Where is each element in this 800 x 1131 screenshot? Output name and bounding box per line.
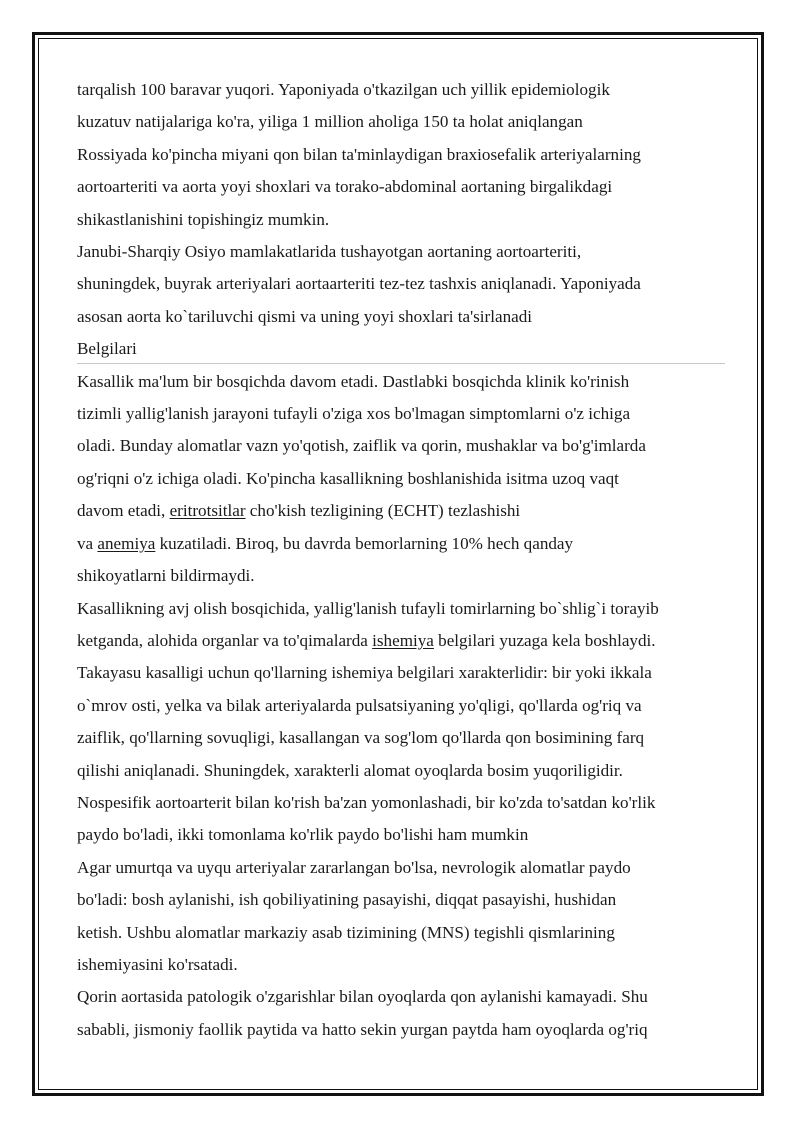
text-segment: ketganda, alohida organlar va to'qimalarda [77,630,373,650]
text-line [77,819,729,851]
underlined-link[interactable]: eritrotsitlar [169,501,246,521]
text-segment: Janubi-Sharqiy Osiyo mamlakatlarida tushayotgan aortaning aortoarteriti, [77,242,582,262]
text-line [77,755,729,787]
text-line [77,852,729,884]
text-segment: asosan aorta ko`tariluvchi qismi va uning yoyi shoxlari ta'sirlanadi [77,306,533,326]
text-line [77,463,729,495]
text-line [77,917,729,949]
text-segment: Nospesifik aortoarterit bilan ko'rish ba'zan yomonlashadi, bir ko'zda to'satdan ko'rlik [77,792,656,812]
text-line [77,657,729,689]
text-segment: belgilari yuzaga kela boshlaydi. [433,630,656,650]
text-line [77,171,729,203]
text-line [77,949,729,981]
text-segment: Kasallik ma'lum bir bosqichda davom etadi. Dastlabki bosqichda klinik ko'rinish [77,371,630,391]
text-segment: qilishi aniqlanadi. Shuningdek, xarakterli alomat oyoqlarda bosim yuqoriligidir. [77,760,623,780]
text-line [77,204,729,236]
text-segment: bo'ladi: bosh aylanishi, ish qobiliyatining pasayishi, diqqat pasayishi, hushidan [77,890,617,910]
text-line [77,236,729,268]
text-segment: kuzatuv natijalariga ko'ra, yiliga 1 million aholiga 150 ta holat aniqlangan [77,112,583,132]
text-segment: tizimli yallig'lanish jarayoni tufayli o'ziga xos bo'lmagan simptomlarni o'z ichiga [77,404,631,424]
heading-divider [77,363,725,364]
text-segment: o`mrov osti, yelka va bilak arteriyalarda pulsatsiyaning yo'qligi, qo'llarda og'riq va [77,695,642,715]
text-line [77,301,729,333]
text-line [77,625,729,657]
text-segment: shuningdek, buyrak arteriyalari aortaarteriti tez-tez tashxis aniqlanadi. Yaponiyada [77,274,641,294]
text-segment: zaiflik, qo'llarning sovuqligi, kasallangan va sog'lom qo'llarda qon bosimining farq [77,728,645,748]
text-line [77,139,729,171]
text-segment: Agar umurtqa va uyqu arteriyalar zararlangan bo'lsa, nevrologik alomatlar paydo [77,857,631,877]
text-segment: Qorin aortasida patologik o'zgarishlar bilan oyoqlarda qon aylanishi kamayadi. Shu [77,987,648,1007]
text-segment: Rossiyada ko'pincha miyani qon bilan ta'minlaydigan braxiosefalik arteriyalarning [77,144,641,164]
text-line [77,593,729,625]
text-line [77,268,729,300]
text-segment: sababli, jismoniy faollik paytida va hatto sekin yurgan paytda ham oyoqlarda og'riq [77,1019,648,1039]
text-line [77,366,729,398]
text-segment: aortoarteriti va aorta yoyi shoxlari va torako-abdominal aortaning birgalikdagi [77,177,613,197]
text-line [77,884,729,916]
text-segment: davom etadi, [77,501,170,521]
text-segment: ishemiyasini ko'rsatadi. [77,954,238,974]
text-line [77,430,729,462]
text-segment: kuzatiladi. Biroq, bu davrda bemorlarning 10% hech qanday [155,533,574,553]
text-segment: oladi. Bunday alomatlar vazn yo'qotish, zaiflik va qorin, mushaklar va bo'g'imlarda [77,436,646,456]
text-segment: tarqalish 100 baravar yuqori. Yaponiyada o'tkazilgan uch yillik epidemiologik [77,80,610,99]
text-line [77,787,729,819]
text-line [77,398,729,430]
text-line [77,722,729,754]
text-segment: og'riqni o'z ichiga oladi. Ko'pincha kasallikning boshlanishida isitma uzoq vaqt [77,468,619,488]
text-line [77,690,729,722]
underlined-link[interactable]: anemiya [97,533,156,553]
text-line [77,560,729,592]
document-body [77,74,729,1046]
section-heading [77,333,729,365]
text-line [77,106,729,138]
text-segment: ketish. Ushbu alomatlar markaziy asab tizimining (MNS) tegishli qismlarining [77,922,615,942]
text-segment: cho'kish tezligining (ECHT) tezlashishi [245,501,521,521]
text-line [77,1014,729,1046]
text-segment: Kasallikning avj olish bosqichida, yallig'lanish tufayli tomirlarning bo`shlig`i torayib [77,598,659,618]
underlined-link[interactable]: ishemiya [372,630,434,650]
text-line [77,74,729,106]
text-segment: paydo bo'ladi, ikki tomonlama ko'rlik paydo bo'lishi ham mumkin [77,825,529,845]
text-segment: Takayasu kasalligi uchun qo'llarning ishemiya belgilari xarakterlidir: bir yoki ikkala [77,663,652,683]
text-line [77,495,729,527]
text-segment: va [77,533,98,553]
text-segment: shikoyatlarni bildirmaydi. [77,566,255,586]
text-line [77,981,729,1013]
text-segment: Belgilari [77,339,137,359]
text-line [77,528,729,560]
text-segment: shikastlanishini topishingiz mumkin. [77,209,330,229]
